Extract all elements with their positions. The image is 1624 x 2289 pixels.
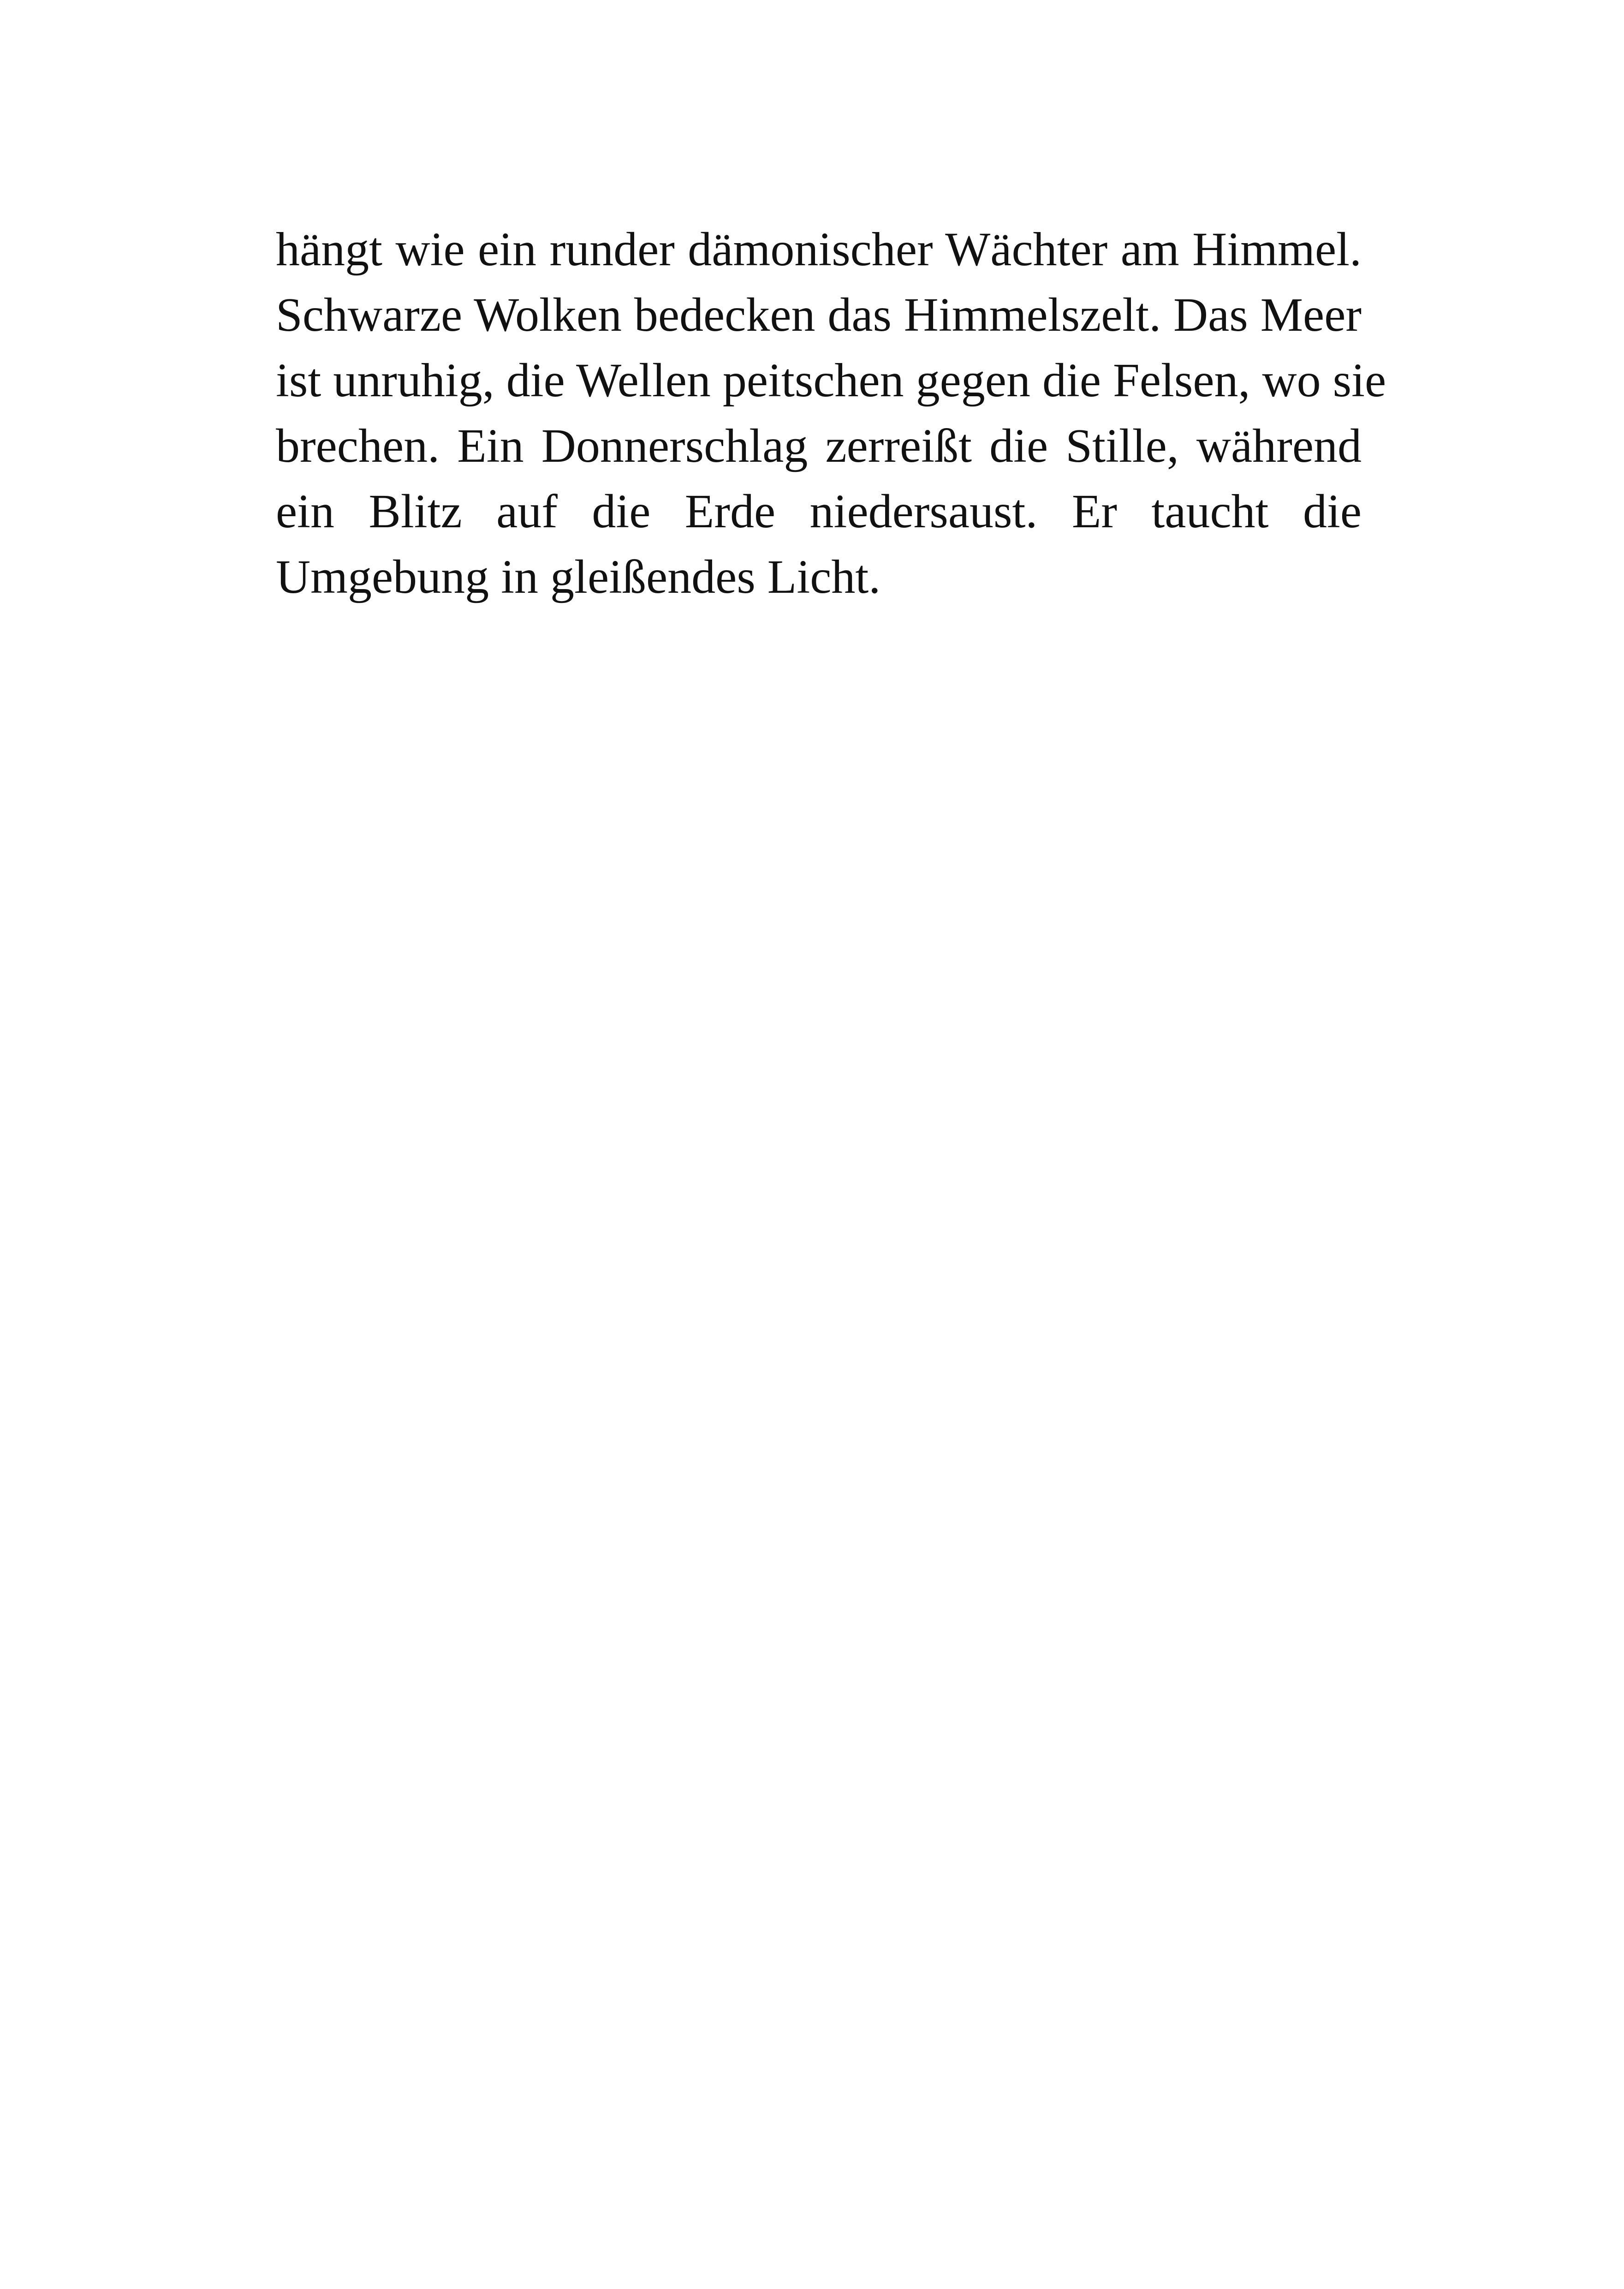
body-paragraph	[276, 217, 1386, 610]
paragraph-line: ein Blitz auf die Erde niedersaust. Er taucht die	[276, 485, 1362, 538]
paragraph-line: ist unruhig, die Wellen peitschen gegen die Felsen, wo sie	[276, 354, 1386, 407]
paragraph-line: Umgebung in gleißendes Licht.	[276, 550, 881, 603]
paragraph-line: hängt wie ein runder dämonischer Wächter am Himmel.	[276, 223, 1362, 276]
paragraph-line: Schwarze Wolken bedecken das Himmelszelt. Das Meer	[276, 288, 1362, 341]
paragraph-line: brechen. Ein Donnerschlag zerreißt die Stille, während	[276, 419, 1362, 472]
